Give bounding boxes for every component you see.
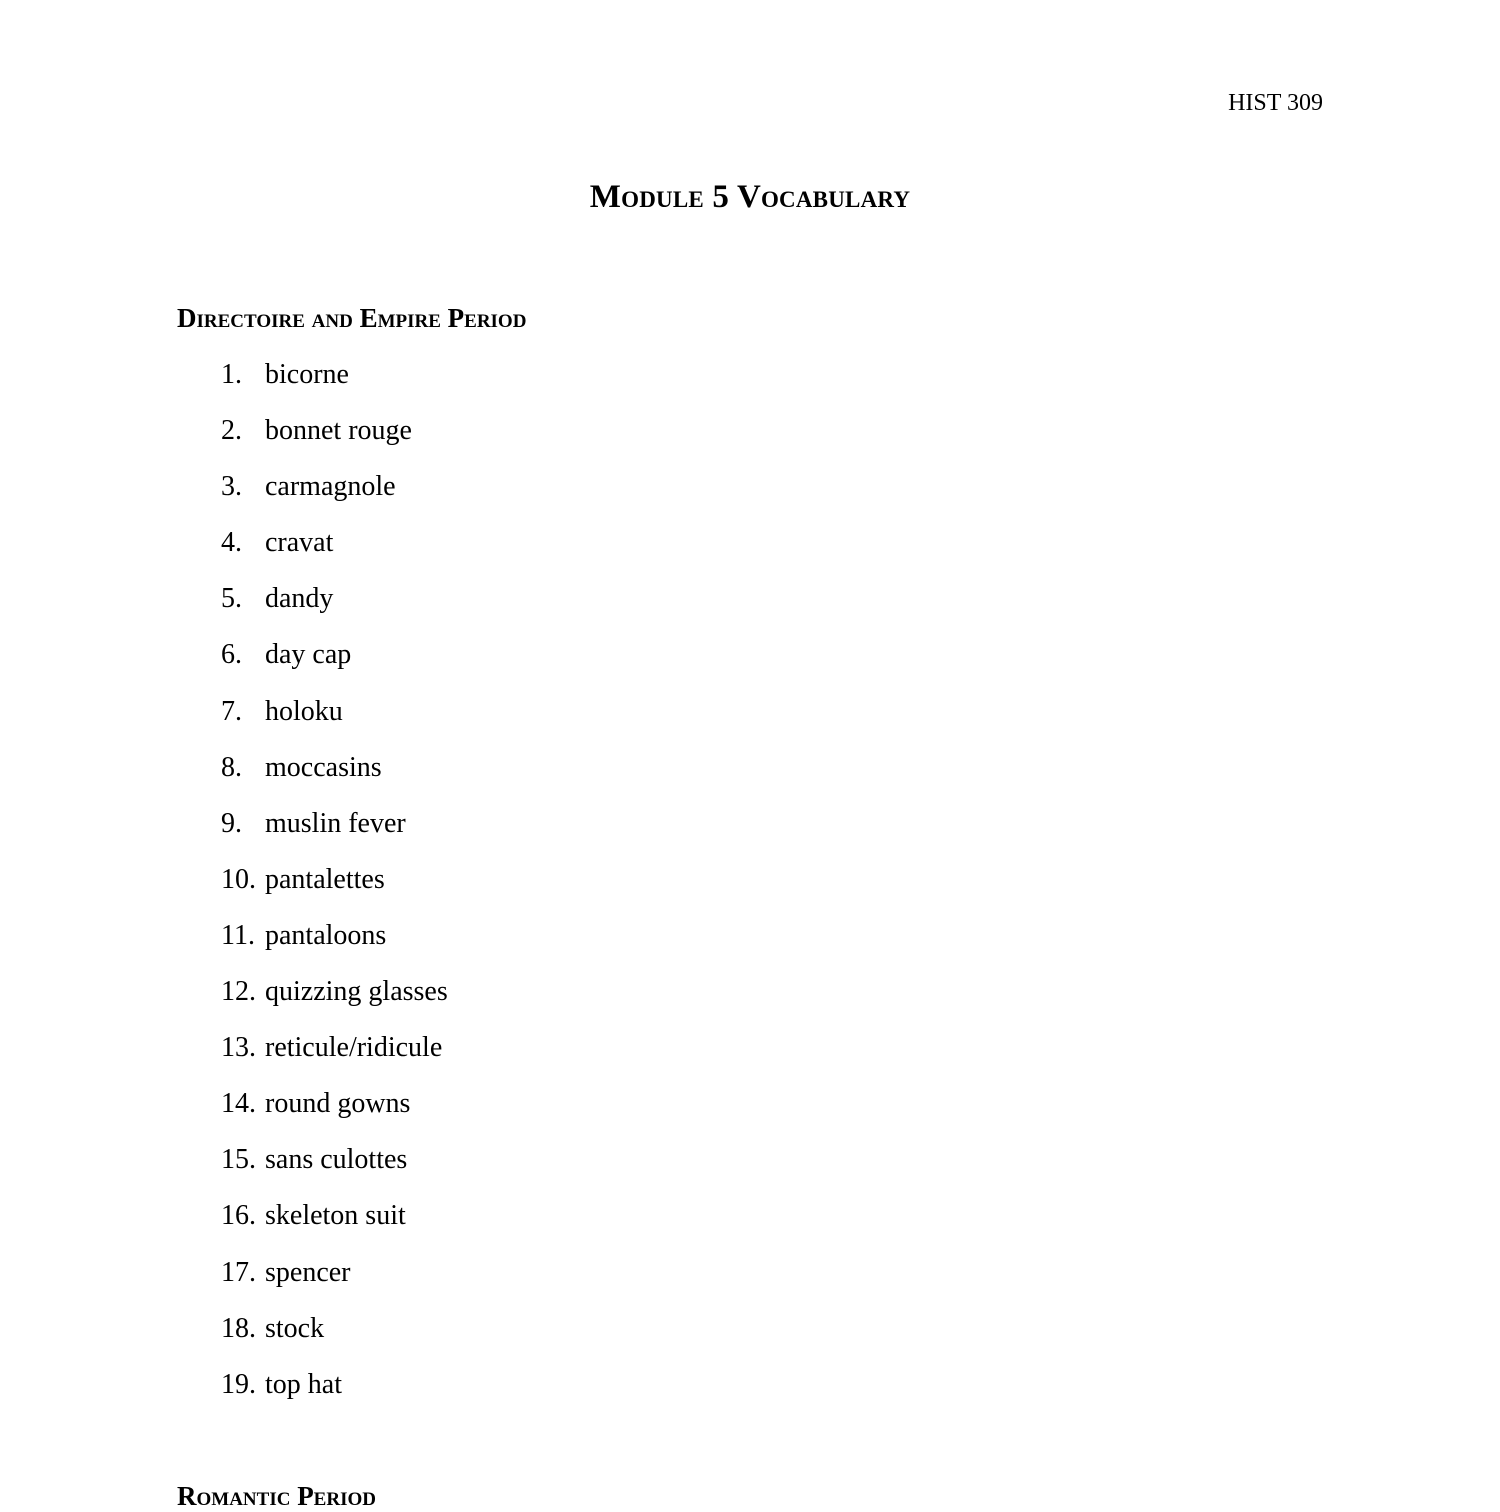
vocab-term: dandy — [265, 583, 334, 615]
item-number: 16. — [221, 1200, 256, 1232]
item-number: 6. — [221, 639, 242, 671]
vocab-item — [221, 1311, 448, 1367]
item-number: 19. — [221, 1368, 256, 1400]
vocab-item — [221, 469, 448, 525]
vocab-term: muslin fever — [265, 807, 406, 839]
vocab-term: moccasins — [265, 751, 382, 783]
item-number: 18. — [221, 1312, 256, 1344]
vocab-term: round gowns — [265, 1088, 411, 1120]
vocab-item — [221, 1142, 448, 1198]
vocab-term: skeleton suit — [265, 1200, 406, 1232]
item-number: 2. — [221, 415, 242, 447]
item-number: 17. — [221, 1256, 256, 1288]
vocab-term: day cap — [265, 639, 352, 671]
section-heading-directoire-empire: Directoire and Empire Period — [177, 303, 527, 333]
vocab-item — [221, 862, 448, 918]
vocab-term: spencer — [265, 1256, 351, 1288]
vocab-item — [221, 750, 448, 806]
item-number: 14. — [221, 1088, 256, 1120]
vocabulary-list — [221, 357, 448, 1423]
vocab-item — [221, 974, 448, 1030]
vocab-term: stock — [265, 1312, 325, 1344]
item-number: 4. — [221, 527, 242, 559]
vocab-item — [221, 1255, 448, 1311]
item-number: 9. — [221, 807, 242, 839]
item-number: 1. — [221, 359, 242, 390]
vocab-item — [221, 806, 448, 862]
item-number: 15. — [221, 1144, 256, 1176]
vocab-term: sans culottes — [265, 1144, 408, 1176]
vocab-term: carmagnole — [265, 471, 396, 503]
item-number: 7. — [221, 695, 242, 727]
item-number: 11. — [221, 919, 255, 951]
item-number: 8. — [221, 751, 242, 783]
vocab-item — [221, 637, 448, 693]
vocab-item — [221, 357, 448, 413]
item-number: 5. — [221, 583, 242, 615]
vocab-term: holoku — [265, 695, 343, 727]
vocab-term: pantaloons — [265, 919, 387, 951]
item-number: 3. — [221, 471, 242, 503]
item-number: 12. — [221, 976, 256, 1008]
vocab-item — [221, 1198, 448, 1254]
vocab-item — [221, 581, 448, 637]
vocab-item — [221, 694, 448, 750]
vocab-term: top hat — [265, 1368, 342, 1400]
vocab-term: pantalettes — [265, 863, 385, 895]
item-number: 10. — [221, 863, 256, 895]
section-heading-romantic: Romantic Period — [177, 1481, 376, 1511]
vocab-term: bonnet rouge — [265, 415, 412, 447]
item-number: 13. — [221, 1032, 256, 1064]
vocab-item — [221, 1367, 448, 1423]
vocab-term: bicorne — [265, 359, 349, 390]
vocab-item — [221, 525, 448, 581]
vocab-item — [221, 1086, 448, 1142]
vocab-term: cravat — [265, 527, 334, 559]
vocab-term: reticule/ridicule — [265, 1032, 443, 1064]
vocab-item — [221, 1030, 448, 1086]
vocab-item — [221, 413, 448, 469]
vocab-term: quizzing glasses — [265, 976, 448, 1008]
course-code: HIST 309 — [1228, 90, 1323, 116]
page-title: Module 5 Vocabulary — [589, 179, 911, 215]
vocab-item — [221, 918, 448, 974]
